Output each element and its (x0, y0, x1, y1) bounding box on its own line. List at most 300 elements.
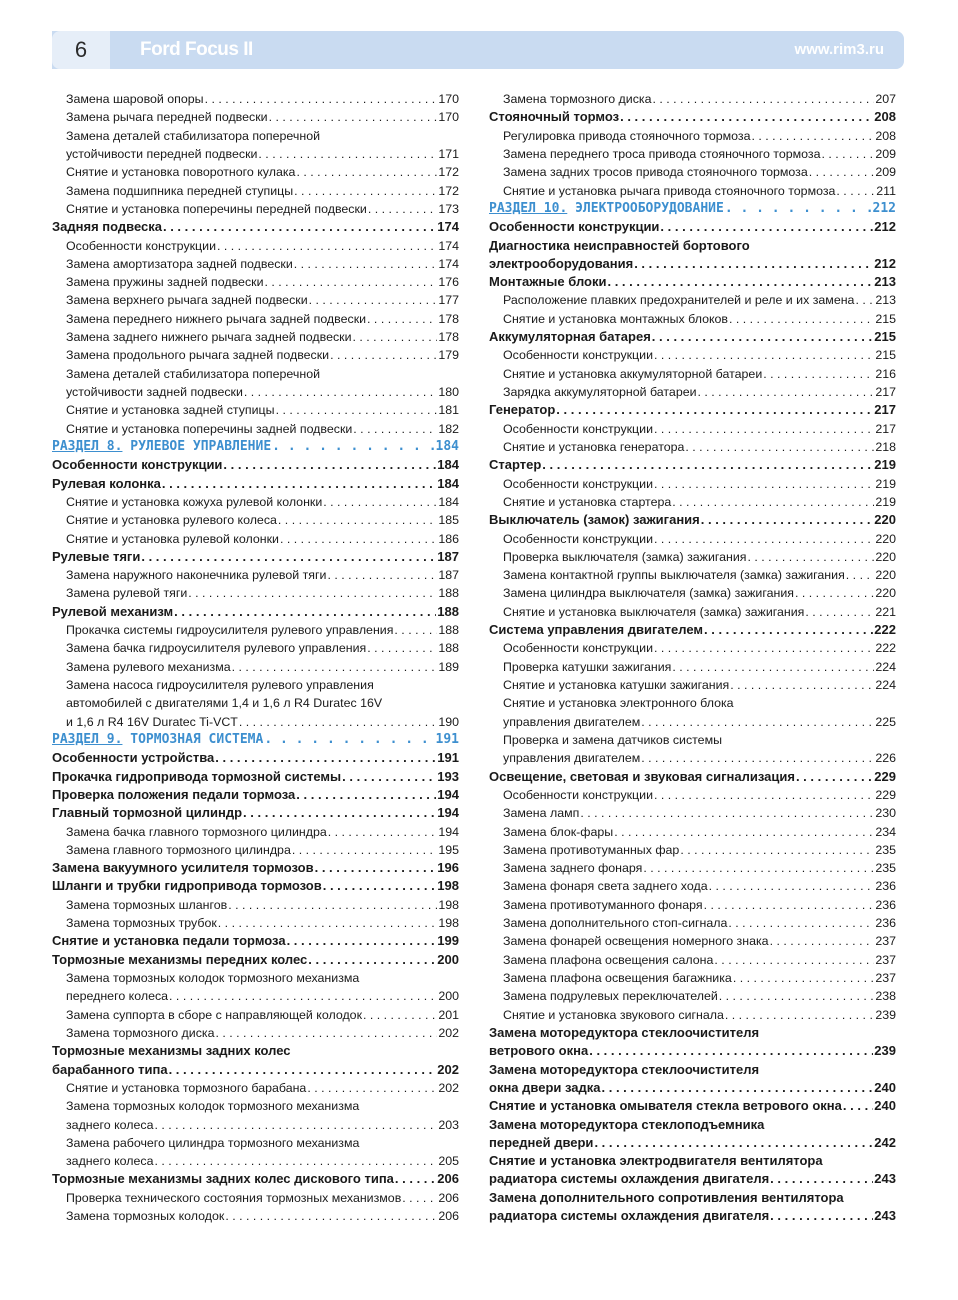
dot-leader (244, 383, 437, 401)
toc-subentry (52, 1189, 459, 1207)
toc-entry-title: радиатора системы охлаждения двигателя (489, 1208, 770, 1224)
toc-entry-title (489, 200, 724, 218)
toc-left-column (52, 90, 459, 1225)
toc-entry-title: Замена тормозного диска (503, 92, 652, 106)
page-ref: 220 (875, 531, 896, 546)
toc-subentry (52, 1079, 459, 1097)
page-ref: 211 (876, 183, 896, 198)
dot-leader (654, 639, 874, 657)
page-ref: 189 (438, 659, 459, 674)
toc-entry-title: Особенности конструкции (66, 238, 216, 253)
toc-subentry (489, 658, 896, 676)
page-ref: 172 (438, 165, 459, 180)
toc-subentry (489, 493, 896, 511)
toc-subentry (489, 804, 896, 822)
dot-leader (239, 713, 437, 731)
dot-leader (704, 896, 875, 914)
section-title: ТОРМОЗНАЯ СИСТЕМА (130, 731, 264, 747)
page-ref: 194 (437, 786, 459, 802)
dot-leader (323, 493, 437, 511)
dot-leader (287, 932, 437, 950)
dot-leader (307, 1079, 437, 1097)
page-ref: 205 (438, 1154, 459, 1169)
toc-right-column (489, 90, 896, 1225)
dot-leader (367, 310, 437, 328)
toc-entry (489, 255, 896, 273)
page-ref: 219 (875, 494, 896, 509)
toc-entry-title: Снятие и установка задней ступицы (66, 403, 275, 418)
toc-subentry (52, 713, 459, 731)
page-ref: 196 (437, 860, 459, 876)
dot-leader (163, 218, 436, 236)
page-ref: 181 (438, 403, 459, 418)
toc-entry (489, 1024, 896, 1042)
toc-entry-title: Снятие и установка аккумуляторной батареи (503, 366, 763, 381)
dot-leader (719, 987, 875, 1005)
dot-leader (729, 310, 874, 328)
page-ref: 216 (875, 366, 896, 381)
toc-entry-title: Стартер (489, 457, 542, 473)
dot-leader (770, 932, 875, 950)
toc-entry-title: электрооборудования (489, 255, 634, 271)
page-ref: 170 (438, 92, 459, 106)
page-ref: 236 (875, 879, 896, 894)
toc-entry-title: Замена цилиндра выключателя (замка) зажигания (503, 586, 794, 601)
toc-entry (52, 768, 459, 786)
dot-leader (141, 548, 436, 566)
toc-entry (52, 932, 459, 950)
toc-entry-title: Замена дополнительного сопротивления вентилятора (489, 1189, 844, 1205)
toc-entry-title: Снятие и установка педали тормоза (52, 933, 286, 949)
toc-subentry (52, 841, 459, 859)
toc-subentry (52, 658, 459, 676)
toc-entry (52, 456, 459, 474)
dot-leader (654, 475, 874, 493)
dot-leader (223, 456, 436, 474)
toc-entry (52, 548, 459, 566)
toc-entry-title: Проверка и замена датчиков системы (503, 732, 723, 747)
dot-leader (330, 346, 437, 364)
dot-leader (308, 951, 436, 969)
toc-entry-title: Замена наружного наконечника рулевой тяги (66, 568, 327, 583)
page-ref: 220 (875, 568, 896, 583)
toc-entry-title: Выключатель (замок) зажигания (489, 512, 700, 528)
toc-subentry (52, 1006, 459, 1024)
toc-subentry (52, 676, 459, 694)
toc-subentry (52, 310, 459, 328)
toc-entry-title: заднего колеса (66, 1117, 154, 1132)
toc-subentry (52, 182, 459, 200)
dot-leader (342, 768, 436, 786)
toc-subentry (52, 90, 459, 108)
dot-leader (215, 1024, 437, 1042)
dot-leader (685, 438, 874, 456)
page-ref: 212 (874, 255, 896, 271)
toc-subentry (489, 914, 896, 932)
dot-leader (730, 676, 874, 694)
page-ref: 217 (875, 421, 896, 436)
dot-leader (809, 163, 875, 181)
toc-subentry (52, 163, 459, 181)
page-ref: 178 (438, 330, 459, 345)
dot-leader (162, 475, 436, 493)
toc-entry (489, 237, 896, 255)
page-ref: 239 (875, 1007, 896, 1022)
toc-entry-title: Замена противотуманных фар (503, 842, 680, 857)
toc-entry-title: Замена бачка главного тормозного цилиндра (66, 824, 327, 839)
dot-leader (654, 420, 874, 438)
site-url: www.rim3.ru (794, 41, 884, 58)
toc-entry-title: Прокачка гидропривода тормозной системы (52, 768, 342, 784)
toc-entry-title: радиатора системы охлаждения двигателя (489, 1171, 770, 1187)
toc-subentry (52, 1024, 459, 1042)
toc-entry-title: автомобилей с двигателями 1,4 и 1,6 л R4 Duratec 16V (66, 696, 383, 711)
toc-subentry (489, 987, 896, 1005)
section-title: РУЛЕВОЕ УПРАВЛЕНИЕ (130, 438, 272, 454)
toc-entry-title: Замена рабочего цилиндра тормозного механизма (66, 1135, 360, 1150)
page-ref: 174 (437, 219, 459, 235)
toc-subentry (52, 639, 459, 657)
page-ref: 215 (875, 348, 896, 363)
toc-entry-title: Снятие и установка электронного блока (503, 696, 734, 711)
toc-entry-title: и 1,6 л R4 16V Duratec Ti-VCT (66, 714, 238, 729)
dot-leader (654, 346, 874, 364)
page-ref: 188 (438, 623, 459, 638)
toc-entry-title: Аккумуляторная батарея (489, 329, 651, 345)
dot-leader (258, 145, 437, 163)
page-ref: 202 (438, 1080, 459, 1095)
toc-entry-title: Расположение плавких предохранителей и реле и их замена (503, 293, 855, 308)
dot-leader (264, 731, 434, 749)
toc-entry-title: заднего колеса (66, 1154, 154, 1169)
toc-entry-title: Снятие и установка электродвигателя вентилятора (489, 1153, 823, 1169)
toc-subentry (52, 401, 459, 419)
toc-entry-title: Освещение, световая и звуковая сигнализация (489, 768, 795, 784)
dot-leader (218, 914, 438, 932)
page-ref: 242 (874, 1134, 896, 1150)
page-ref: 212 (872, 200, 896, 216)
toc-subentry (489, 603, 896, 621)
toc-entry-title: Задняя подвеска (52, 219, 162, 235)
toc-subentry (52, 1116, 459, 1134)
toc-entry-title: Диагностика неисправностей бортового (489, 237, 750, 253)
toc-entry-title: Генератор (489, 402, 556, 418)
page-number: 6 (52, 31, 110, 69)
toc-subentry (489, 969, 896, 987)
toc-subentry (52, 1097, 459, 1115)
dot-leader (672, 493, 874, 511)
page-ref: 191 (437, 750, 459, 766)
page-ref: 225 (875, 714, 896, 729)
toc-subentry (52, 328, 459, 346)
toc-entry (52, 1061, 459, 1079)
dot-leader (402, 1189, 437, 1207)
dot-leader (701, 511, 874, 529)
toc-entry-title: Снятие и установка стартера (503, 494, 672, 509)
toc-entry (52, 475, 459, 493)
dot-leader (589, 1042, 873, 1060)
toc-subentry (489, 346, 896, 364)
page-ref: 224 (875, 659, 896, 674)
toc-entry (52, 749, 459, 767)
page-ref: 202 (438, 1025, 459, 1040)
page-ref: 198 (438, 916, 459, 931)
page-ref: 198 (438, 897, 459, 912)
toc-subentry (489, 749, 896, 767)
page-ref: 239 (874, 1043, 896, 1059)
toc-entry-title: Замена рулевой тяги (66, 586, 188, 601)
toc-entry (489, 1134, 896, 1152)
page-ref: 217 (875, 385, 896, 399)
page-ref: 219 (875, 476, 896, 491)
toc-subentry (52, 914, 459, 932)
dot-leader (654, 786, 874, 804)
page-ref: 236 (875, 897, 896, 912)
dot-leader (174, 603, 436, 621)
toc-subentry (489, 420, 896, 438)
page-ref: 235 (875, 842, 896, 857)
dot-leader (353, 420, 437, 438)
toc-subentry (489, 676, 896, 694)
dot-leader (205, 90, 438, 108)
section-label: РАЗДЕЛ 9. (52, 731, 123, 747)
page-ref: 179 (438, 348, 459, 363)
dot-leader (728, 914, 874, 932)
toc-entry-title: Особенности конструкции (503, 476, 653, 491)
toc-entry-title: Замена верхнего рычага задней подвески (66, 293, 308, 308)
dot-leader (292, 841, 437, 859)
toc-entry-title: Рулевой механизм (52, 603, 174, 619)
dot-leader (836, 182, 875, 200)
page-ref: 171 (438, 146, 459, 161)
page-ref: 182 (438, 421, 459, 436)
toc-subentry (52, 383, 459, 401)
dot-leader (243, 804, 436, 822)
page-ref: 198 (437, 878, 459, 894)
page-ref: 224 (875, 678, 896, 692)
dot-leader (747, 548, 874, 566)
toc-subentry (52, 255, 459, 273)
dot-leader (323, 877, 437, 895)
page-ref: 174 (438, 256, 459, 271)
toc-entry-title: управления двигателем (503, 751, 641, 766)
toc-subentry (489, 731, 896, 749)
toc-entry-title: Шланги и трубки гидропривода тормозов (52, 878, 322, 894)
page-ref: 187 (437, 548, 459, 564)
toc-entry (489, 328, 896, 346)
page-ref: 243 (874, 1171, 896, 1187)
toc-entry-title: Стояночный тормоз (489, 109, 620, 125)
toc-entry-title: Проверка катушки зажигания (503, 659, 672, 674)
dot-leader (714, 951, 874, 969)
toc-entry (489, 273, 896, 291)
toc-subentry (489, 438, 896, 456)
toc-subentry (489, 90, 896, 108)
toc-entry-title: Снятие и установка омывателя стекла ветрового окна (489, 1098, 842, 1114)
toc-subentry (489, 896, 896, 914)
toc-subentry (489, 932, 896, 950)
toc-entry-title: передней двери (489, 1134, 594, 1150)
page-ref: 218 (875, 439, 896, 454)
page-ref: 203 (438, 1117, 459, 1132)
toc-subentry (489, 584, 896, 602)
toc-entry (489, 218, 896, 236)
dot-leader (232, 658, 438, 676)
dot-leader (660, 218, 873, 236)
toc-subentry (489, 859, 896, 877)
toc-entry-title: Замена заднего нижнего рычага задней подвески (66, 330, 352, 345)
dot-leader (327, 566, 437, 584)
dot-leader (704, 621, 873, 639)
toc-entry-title (52, 438, 271, 456)
toc-entry (489, 511, 896, 529)
toc-subentry (52, 237, 459, 255)
toc-entry (489, 1061, 896, 1079)
dot-leader (709, 877, 875, 895)
page-ref: 215 (874, 329, 896, 345)
toc-subentry (489, 841, 896, 859)
toc-subentry (52, 145, 459, 163)
toc-entry-title: ветрового окна (489, 1043, 589, 1059)
toc-entry-title: Замена главного тормозного цилиндра (66, 842, 291, 857)
toc-entry-title: Тормозные механизмы передних колес (52, 951, 308, 967)
toc-entry (52, 877, 459, 895)
toc-subentry (52, 420, 459, 438)
dot-leader (580, 804, 874, 822)
page-ref: 220 (875, 586, 896, 601)
page-ref: 195 (438, 842, 459, 857)
toc-entry-title: Замена переднего нижнего рычага задней подвески (66, 311, 367, 326)
toc-entry-title: Замена моторедуктора стеклоочистителя (489, 1024, 760, 1040)
dot-leader (751, 127, 874, 145)
dot-leader (395, 1170, 436, 1188)
toc-entry-title: Замена плафона освещения багажника (503, 971, 732, 985)
toc-subentry (52, 291, 459, 309)
dot-leader (821, 145, 874, 163)
toc-subentry (52, 511, 459, 529)
dot-leader (634, 255, 873, 273)
toc-entry-title: Тормозные механизмы задних колес дискового типа (52, 1171, 394, 1187)
toc-entry-title: Особенности конструкции (503, 348, 653, 363)
toc-subentry (489, 786, 896, 804)
toc-entry (52, 859, 459, 877)
page-ref: 184 (438, 494, 459, 509)
dot-leader (652, 328, 874, 346)
toc-subentry (52, 127, 459, 145)
toc-entry-title: Замена моторедуктора стеклоочистителя (489, 1061, 760, 1077)
page-ref: 212 (874, 219, 896, 235)
toc-subentry (52, 273, 459, 291)
toc-entry-title: Снятие и установка рулевого колеса (66, 513, 277, 528)
toc-entry-title: Замена фонарей освещения номерного знака (503, 934, 769, 949)
dot-leader (855, 291, 874, 309)
page-ref: 194 (438, 824, 459, 839)
toc-entry-title: Замена продольного рычага задней подвески (66, 348, 330, 363)
toc-subentry (52, 1207, 459, 1225)
toc-entry-title: окна двери задка (489, 1079, 601, 1095)
toc-subentry (52, 1134, 459, 1152)
toc-entry-title (52, 731, 263, 749)
section-title: ЭЛЕКТРООБОРУДОВАНИЕ (575, 200, 724, 216)
toc-entry-title: Прокачка системы гидроусилителя рулевого управления (66, 623, 394, 638)
page-ref: 206 (438, 1209, 459, 1224)
toc-entry-title: Проверка положения педали тормоза (52, 786, 296, 802)
toc-entry-title: Снятие и установка звукового сигнала (503, 1007, 724, 1022)
page-ref: 206 (437, 1171, 459, 1187)
toc-subentry (489, 310, 896, 328)
toc-entry (489, 1170, 896, 1188)
toc-entry-title: Замена пружины задней подвески (66, 275, 264, 290)
page-ref: 170 (438, 110, 459, 125)
page-ref: 215 (875, 311, 896, 326)
toc-section-heading (52, 438, 459, 456)
page-ref: 237 (875, 971, 896, 985)
toc-subentry (52, 896, 459, 914)
page-ref: 191 (435, 731, 459, 747)
toc-entry-title: Система управления двигателем (489, 622, 703, 638)
toc-subentry (489, 823, 896, 841)
page-ref: 187 (438, 568, 459, 583)
dot-leader (770, 1207, 873, 1225)
dot-leader (188, 584, 437, 602)
dot-leader (155, 1116, 438, 1134)
toc-entry-title: Монтажные блоки (489, 274, 607, 290)
toc-entry-title: Рулевые тяги (52, 548, 141, 564)
page-ref: 219 (874, 457, 896, 473)
toc-subentry (489, 365, 896, 383)
page-ref: 200 (437, 951, 459, 967)
toc-entry-title: Замена подшипника передней ступицы (66, 183, 294, 198)
toc-entry-title: Замена деталей стабилизатора поперечной (66, 366, 321, 381)
toc-entry-title: Зарядка аккумуляторной батареи (503, 385, 697, 399)
dot-leader (795, 584, 874, 602)
page-ref: 206 (438, 1190, 459, 1205)
page-ref: 184 (437, 475, 459, 491)
dot-leader (542, 456, 873, 474)
dot-leader (315, 859, 437, 877)
toc-entry-title: Снятие и установка монтажных блоков (503, 311, 729, 326)
page-ref: 188 (437, 603, 459, 619)
page-ref: 174 (438, 238, 459, 253)
toc-subentry (489, 566, 896, 584)
toc-entry-title: Замена насоса гидроусилителя рулевого управления (66, 678, 374, 692)
dot-leader (155, 1152, 438, 1170)
page-ref: 176 (438, 275, 459, 290)
toc-entry (489, 1189, 896, 1207)
toc-entry-title: Снятие и установка кожуха рулевой колонки (66, 494, 323, 509)
toc-section-heading (52, 731, 459, 749)
toc-entry-title: Замена тормозных колодок тормозного механизма (66, 971, 360, 985)
page-ref: 172 (438, 183, 459, 198)
dot-leader (225, 1207, 437, 1225)
dot-leader (215, 749, 436, 767)
page-ref: 180 (438, 385, 459, 399)
toc-entry-title: устойчивости передней подвески (66, 146, 258, 161)
dot-leader (328, 823, 438, 841)
page-ref: 185 (438, 513, 459, 528)
toc-entry (489, 1152, 896, 1170)
toc-entry-title: устойчивости задней подвески (66, 385, 243, 399)
toc-entry-title: Замена тормозных трубок (66, 916, 217, 931)
page-ref: 240 (874, 1098, 896, 1114)
dot-leader (278, 511, 437, 529)
page-ref: 235 (875, 861, 896, 876)
toc-subentry (489, 530, 896, 548)
toc-subentry (489, 182, 896, 200)
page-ref: 188 (438, 586, 459, 601)
toc-entry-title: Особенности устройства (52, 750, 215, 766)
page-ref: 184 (437, 457, 459, 473)
